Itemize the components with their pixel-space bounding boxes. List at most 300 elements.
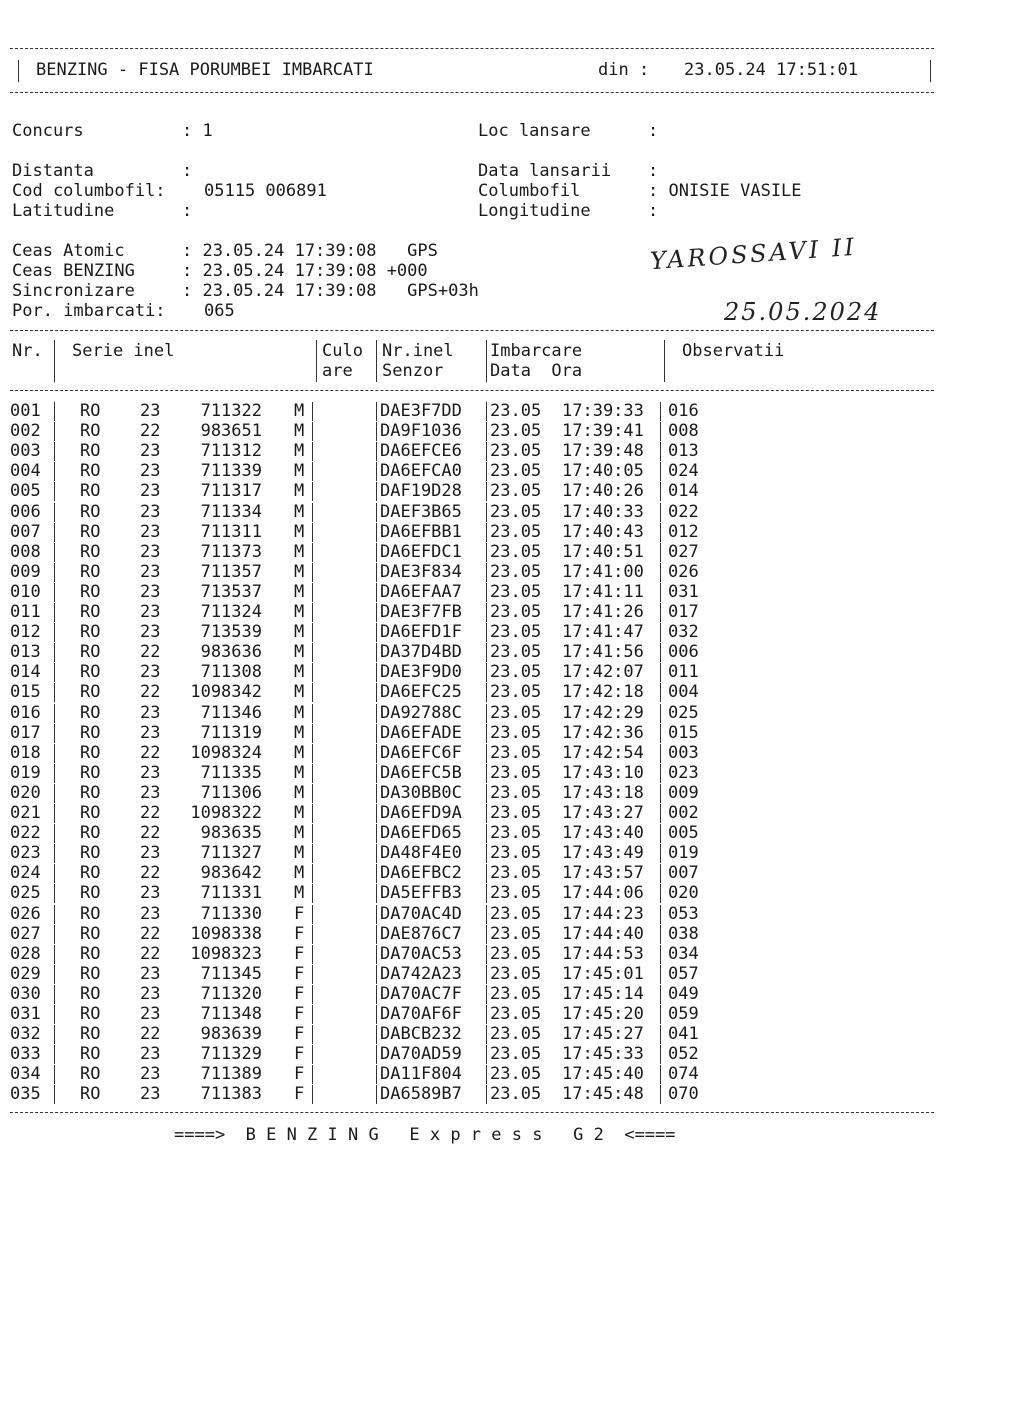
cell-sex: F <box>294 963 305 984</box>
row-divider <box>54 1025 55 1044</box>
cell-observatii: 074 <box>668 1064 699 1085</box>
cell-sensor: DA37D4BD <box>380 642 462 663</box>
cell-observatii: 020 <box>668 883 699 904</box>
row-divider <box>486 1005 487 1024</box>
cell-date: 23.05 <box>490 883 542 904</box>
cell-ring-number: 711324 <box>200 602 262 622</box>
cell-ring-number: 983635 <box>200 823 262 844</box>
row-divider <box>54 824 55 843</box>
row-divider <box>660 704 661 723</box>
row-divider <box>312 462 313 481</box>
cell-country: RO <box>80 682 101 703</box>
cell-sex: M <box>294 803 305 823</box>
cell-sex: F <box>294 1044 305 1065</box>
row-divider <box>54 563 55 582</box>
row-divider <box>54 925 55 944</box>
row-divider <box>660 1045 661 1064</box>
col-header-imbarcare-1: Imbarcare <box>490 341 583 361</box>
row-divider <box>376 442 377 461</box>
cell-nr: 016 <box>10 702 41 723</box>
cell-year: 23 <box>140 883 161 904</box>
row-divider <box>312 623 313 642</box>
row-divider <box>660 1005 661 1024</box>
cell-country: RO <box>80 1004 101 1024</box>
row-divider <box>486 945 487 964</box>
cell-ring-number: 711383 <box>200 1084 262 1105</box>
table-header-bottom-rule <box>10 390 934 391</box>
row-divider <box>54 543 55 562</box>
row-divider <box>486 744 487 763</box>
row-divider <box>660 623 661 642</box>
cell-time: 17:44:23 <box>562 903 644 924</box>
longitudine-label: Longitudine <box>478 201 591 221</box>
row-divider <box>486 663 487 682</box>
cell-time: 17:45:33 <box>562 1044 644 1065</box>
cell-date: 23.05 <box>490 682 542 703</box>
longitudine-value: : <box>648 201 659 221</box>
cell-sex: M <box>294 863 305 884</box>
cell-observatii: 005 <box>668 823 699 844</box>
cell-time: 17:42:36 <box>562 722 644 743</box>
cell-country: RO <box>80 401 101 421</box>
row-divider <box>376 422 377 441</box>
cell-year: 23 <box>140 541 161 562</box>
row-divider <box>660 905 661 924</box>
cell-date: 23.05 <box>490 541 542 562</box>
table-row <box>0 763 1024 783</box>
cell-date: 23.05 <box>490 441 542 462</box>
row-divider <box>312 422 313 441</box>
cell-observatii: 023 <box>668 762 699 783</box>
row-divider <box>312 905 313 924</box>
cell-date: 23.05 <box>490 461 542 482</box>
row-divider <box>54 683 55 702</box>
row-divider <box>54 1005 55 1024</box>
cell-time: 17:43:57 <box>562 863 644 884</box>
row-divider <box>312 1005 313 1024</box>
row-divider <box>486 884 487 903</box>
sincronizare-value: : 23.05.24 17:39:08 GPS+03h <box>182 281 479 301</box>
row-divider <box>376 543 377 562</box>
cell-sensor: DAEF3B65 <box>380 501 462 522</box>
cell-sensor: DAF19D28 <box>380 481 462 502</box>
cell-time: 17:40:33 <box>562 501 644 522</box>
cell-observatii: 032 <box>668 622 699 643</box>
cell-sensor: DA70AC4D <box>380 903 462 924</box>
cell-date: 23.05 <box>490 803 542 823</box>
cell-ring-number: 711322 <box>200 401 262 421</box>
cell-observatii: 015 <box>668 722 699 743</box>
cell-date: 23.05 <box>490 421 542 442</box>
cell-country: RO <box>80 602 101 622</box>
row-divider <box>486 905 487 924</box>
row-divider <box>660 422 661 441</box>
row-divider <box>486 442 487 461</box>
cell-year: 22 <box>140 923 161 944</box>
row-divider <box>376 884 377 903</box>
cell-country: RO <box>80 662 101 683</box>
table-row <box>0 843 1024 863</box>
row-divider <box>312 744 313 763</box>
row-divider <box>486 864 487 883</box>
table-row <box>0 602 1024 622</box>
cell-year: 23 <box>140 1004 161 1024</box>
row-divider <box>54 643 55 662</box>
table-row <box>0 964 1024 984</box>
cell-observatii: 003 <box>668 742 699 763</box>
cell-nr: 005 <box>10 481 41 502</box>
cell-time: 17:40:51 <box>562 541 644 562</box>
cell-country: RO <box>80 883 101 904</box>
cell-year: 23 <box>140 1044 161 1065</box>
row-divider <box>312 985 313 1004</box>
distanta-value: : <box>182 161 193 181</box>
col-header-culoare-2: are <box>322 361 353 381</box>
cell-country: RO <box>80 983 101 1004</box>
row-divider <box>486 543 487 562</box>
loc-lansare-label: Loc lansare <box>478 121 591 141</box>
row-divider <box>486 925 487 944</box>
row-divider <box>312 663 313 682</box>
cell-nr: 029 <box>10 963 41 984</box>
row-divider <box>376 965 377 984</box>
porumbei-imbarcati-label: Por. imbarcati: <box>12 301 166 321</box>
cell-date: 23.05 <box>490 1064 542 1085</box>
row-divider <box>660 864 661 883</box>
cell-nr: 012 <box>10 622 41 643</box>
ceas-atomic-value: : 23.05.24 17:39:08 GPS <box>182 241 438 261</box>
porumbei-imbarcati-value: 065 <box>204 301 235 321</box>
concurs-value: : 1 <box>182 121 213 141</box>
cell-nr: 021 <box>10 803 41 823</box>
cell-sex: M <box>294 823 305 844</box>
col-divider <box>664 340 665 382</box>
cell-ring-number: 711345 <box>200 963 262 984</box>
row-divider <box>376 623 377 642</box>
row-divider <box>54 965 55 984</box>
footer-brand: ====> B E N Z I N G E x p r e s s G 2 <==== <box>174 1125 676 1145</box>
table-row <box>0 662 1024 682</box>
cell-sensor: DA70AC7F <box>380 983 462 1004</box>
cell-observatii: 041 <box>668 1024 699 1045</box>
cell-ring-number: 711312 <box>200 441 262 462</box>
cell-nr: 013 <box>10 642 41 663</box>
table-header-top-rule <box>10 330 934 331</box>
cell-year: 22 <box>140 943 161 964</box>
cell-sensor: DA70AD59 <box>380 1044 462 1065</box>
row-divider <box>486 523 487 542</box>
cell-sensor: DABCB232 <box>380 1024 462 1045</box>
cod-columbofil-value: 05115 006891 <box>204 181 327 201</box>
report-date-label: din : <box>598 60 650 80</box>
cell-nr: 033 <box>10 1044 41 1065</box>
cell-country: RO <box>80 1024 101 1045</box>
cell-observatii: 007 <box>668 863 699 884</box>
row-divider <box>660 462 661 481</box>
cell-time: 17:45:20 <box>562 1004 644 1024</box>
row-divider <box>486 422 487 441</box>
cell-country: RO <box>80 461 101 482</box>
cell-time: 17:43:27 <box>562 803 644 823</box>
cell-nr: 006 <box>10 501 41 522</box>
cell-sensor: DA6EFADE <box>380 722 462 743</box>
cell-ring-number: 711331 <box>200 883 262 904</box>
row-divider <box>486 1045 487 1064</box>
row-divider <box>54 864 55 883</box>
row-divider <box>54 402 55 421</box>
cell-date: 23.05 <box>490 1084 542 1105</box>
row-divider <box>486 623 487 642</box>
cell-date: 23.05 <box>490 642 542 663</box>
cell-year: 23 <box>140 1084 161 1105</box>
cell-sex: M <box>294 742 305 763</box>
row-divider <box>54 844 55 863</box>
cell-country: RO <box>80 1044 101 1065</box>
row-divider <box>376 563 377 582</box>
cell-sensor: DA6EFC6F <box>380 742 462 763</box>
row-divider <box>376 784 377 803</box>
row-divider <box>486 704 487 723</box>
cell-sex: F <box>294 923 305 944</box>
cell-country: RO <box>80 1064 101 1085</box>
cell-date: 23.05 <box>490 722 542 743</box>
cell-ring-number: 711335 <box>200 762 262 783</box>
cell-sensor: DA92788C <box>380 702 462 723</box>
cell-sex: M <box>294 843 305 864</box>
cell-sex: M <box>294 782 305 803</box>
cell-nr: 002 <box>10 421 41 442</box>
row-divider <box>660 663 661 682</box>
row-divider <box>486 643 487 662</box>
cell-nr: 024 <box>10 863 41 884</box>
table-row <box>0 743 1024 763</box>
cell-year: 23 <box>140 461 161 482</box>
cell-nr: 018 <box>10 742 41 763</box>
row-divider <box>660 764 661 783</box>
cell-sex: M <box>294 662 305 683</box>
cell-ring-number: 713537 <box>200 581 262 602</box>
cell-time: 17:42:18 <box>562 682 644 703</box>
row-divider <box>486 1025 487 1044</box>
row-divider <box>376 925 377 944</box>
cell-ring-number: 983639 <box>200 1024 262 1045</box>
cell-sex: F <box>294 1064 305 1085</box>
cell-observatii: 053 <box>668 903 699 924</box>
columbofil-label: Columbofil <box>478 181 581 201</box>
row-divider <box>660 583 661 602</box>
row-divider <box>376 503 377 522</box>
cell-time: 17:43:49 <box>562 843 644 864</box>
cell-ring-number: 711346 <box>200 702 262 723</box>
cell-nr: 014 <box>10 662 41 683</box>
cell-sensor: DAE3F834 <box>380 561 462 582</box>
cell-country: RO <box>80 943 101 964</box>
cell-nr: 020 <box>10 782 41 803</box>
cell-nr: 004 <box>10 461 41 482</box>
cell-year: 22 <box>140 421 161 442</box>
row-divider <box>486 985 487 1004</box>
cell-ring-number: 711339 <box>200 461 262 482</box>
cell-country: RO <box>80 501 101 522</box>
row-divider <box>660 603 661 622</box>
cell-date: 23.05 <box>490 762 542 783</box>
cell-time: 17:43:10 <box>562 762 644 783</box>
cell-date: 23.05 <box>490 702 542 723</box>
col-header-imbarcare-2: Data Ora <box>490 361 583 381</box>
row-divider <box>376 1065 377 1084</box>
cell-year: 23 <box>140 843 161 864</box>
row-divider <box>376 1085 377 1104</box>
cell-ring-number: 711327 <box>200 843 262 864</box>
row-divider <box>660 643 661 662</box>
cell-year: 23 <box>140 581 161 602</box>
row-divider <box>312 704 313 723</box>
row-divider <box>312 442 313 461</box>
cell-ring-number: 711306 <box>200 782 262 803</box>
col-divider <box>486 340 487 382</box>
cell-sensor: DAE3F9D0 <box>380 662 462 683</box>
cell-date: 23.05 <box>490 983 542 1004</box>
col-divider <box>54 340 55 382</box>
row-divider <box>376 462 377 481</box>
cell-year: 22 <box>140 823 161 844</box>
cell-year: 22 <box>140 1024 161 1045</box>
cell-ring-number: 983651 <box>200 421 262 442</box>
cell-year: 23 <box>140 903 161 924</box>
row-divider <box>312 523 313 542</box>
cell-sex: M <box>294 401 305 421</box>
row-divider <box>660 804 661 823</box>
row-divider <box>376 482 377 501</box>
table-bottom-rule <box>10 1112 934 1113</box>
row-divider <box>54 1065 55 1084</box>
row-divider <box>660 1025 661 1044</box>
row-divider <box>376 1005 377 1024</box>
cell-sensor: DA6EFD9A <box>380 803 462 823</box>
cell-date: 23.05 <box>490 1044 542 1065</box>
cell-sensor: DA6EFDC1 <box>380 541 462 562</box>
cell-year: 22 <box>140 863 161 884</box>
row-divider <box>660 985 661 1004</box>
row-divider <box>486 804 487 823</box>
table-row <box>0 924 1024 944</box>
row-divider <box>486 784 487 803</box>
cell-time: 17:41:26 <box>562 602 644 622</box>
cell-time: 17:41:47 <box>562 622 644 643</box>
cell-year: 23 <box>140 662 161 683</box>
cell-sensor: DAE3F7FB <box>380 602 462 622</box>
row-divider <box>486 1085 487 1104</box>
cell-sensor: DA6EFD65 <box>380 823 462 844</box>
cell-nr: 015 <box>10 682 41 703</box>
cell-observatii: 038 <box>668 923 699 944</box>
cell-observatii: 013 <box>668 441 699 462</box>
cell-country: RO <box>80 823 101 844</box>
cell-date: 23.05 <box>490 602 542 622</box>
cell-observatii: 025 <box>668 702 699 723</box>
cell-year: 23 <box>140 602 161 622</box>
table-row <box>0 461 1024 481</box>
header-top-rule <box>10 48 934 49</box>
cell-time: 17:40:43 <box>562 521 644 542</box>
cell-sensor: DA6EFCE6 <box>380 441 462 462</box>
cell-nr: 035 <box>10 1084 41 1105</box>
cell-time: 17:40:05 <box>562 461 644 482</box>
row-divider <box>486 824 487 843</box>
cell-sensor: DA6EFC25 <box>380 682 462 703</box>
cell-country: RO <box>80 581 101 602</box>
cell-country: RO <box>80 963 101 984</box>
row-divider <box>660 965 661 984</box>
row-divider <box>376 523 377 542</box>
cell-ring-number: 1098342 <box>190 682 262 703</box>
cell-time: 17:42:54 <box>562 742 644 763</box>
cell-sex: M <box>294 501 305 522</box>
cell-sex: M <box>294 581 305 602</box>
cell-time: 17:39:33 <box>562 401 644 421</box>
row-divider <box>376 683 377 702</box>
cell-nr: 023 <box>10 843 41 864</box>
table-row <box>0 863 1024 883</box>
cell-nr: 022 <box>10 823 41 844</box>
cell-sex: M <box>294 642 305 663</box>
cell-year: 23 <box>140 441 161 462</box>
cell-observatii: 006 <box>668 642 699 663</box>
cell-date: 23.05 <box>490 662 542 683</box>
row-divider <box>312 1045 313 1064</box>
cell-sensor: DA70AC53 <box>380 943 462 964</box>
row-divider <box>660 442 661 461</box>
header-left-border <box>18 60 19 82</box>
table-row <box>0 1024 1024 1044</box>
cell-country: RO <box>80 702 101 723</box>
cell-observatii: 008 <box>668 421 699 442</box>
cell-sex: M <box>294 481 305 502</box>
cell-date: 23.05 <box>490 501 542 522</box>
cell-time: 17:41:11 <box>562 581 644 602</box>
cell-ring-number: 713539 <box>200 622 262 643</box>
table-row <box>0 783 1024 803</box>
row-divider <box>54 623 55 642</box>
row-divider <box>312 804 313 823</box>
cell-time: 17:45:01 <box>562 963 644 984</box>
cell-time: 17:45:48 <box>562 1084 644 1105</box>
row-divider <box>660 724 661 743</box>
cell-year: 23 <box>140 762 161 783</box>
table-row <box>0 542 1024 562</box>
col-divider <box>316 340 317 382</box>
row-divider <box>54 804 55 823</box>
cell-time: 17:44:53 <box>562 943 644 964</box>
cell-date: 23.05 <box>490 561 542 582</box>
cell-sensor: DA6EFAA7 <box>380 581 462 602</box>
cell-year: 23 <box>140 521 161 542</box>
cell-nr: 028 <box>10 943 41 964</box>
report-title: BENZING - FISA PORUMBEI IMBARCATI <box>36 60 374 80</box>
sincronizare-label: Sincronizare <box>12 281 135 301</box>
cell-observatii: 014 <box>668 481 699 502</box>
cell-country: RO <box>80 782 101 803</box>
row-divider <box>312 482 313 501</box>
row-divider <box>54 884 55 903</box>
cell-country: RO <box>80 843 101 864</box>
row-divider <box>660 1065 661 1084</box>
cell-country: RO <box>80 803 101 823</box>
cell-nr: 009 <box>10 561 41 582</box>
row-divider <box>486 583 487 602</box>
concurs-label: Concurs <box>12 121 84 141</box>
table-row <box>0 904 1024 924</box>
